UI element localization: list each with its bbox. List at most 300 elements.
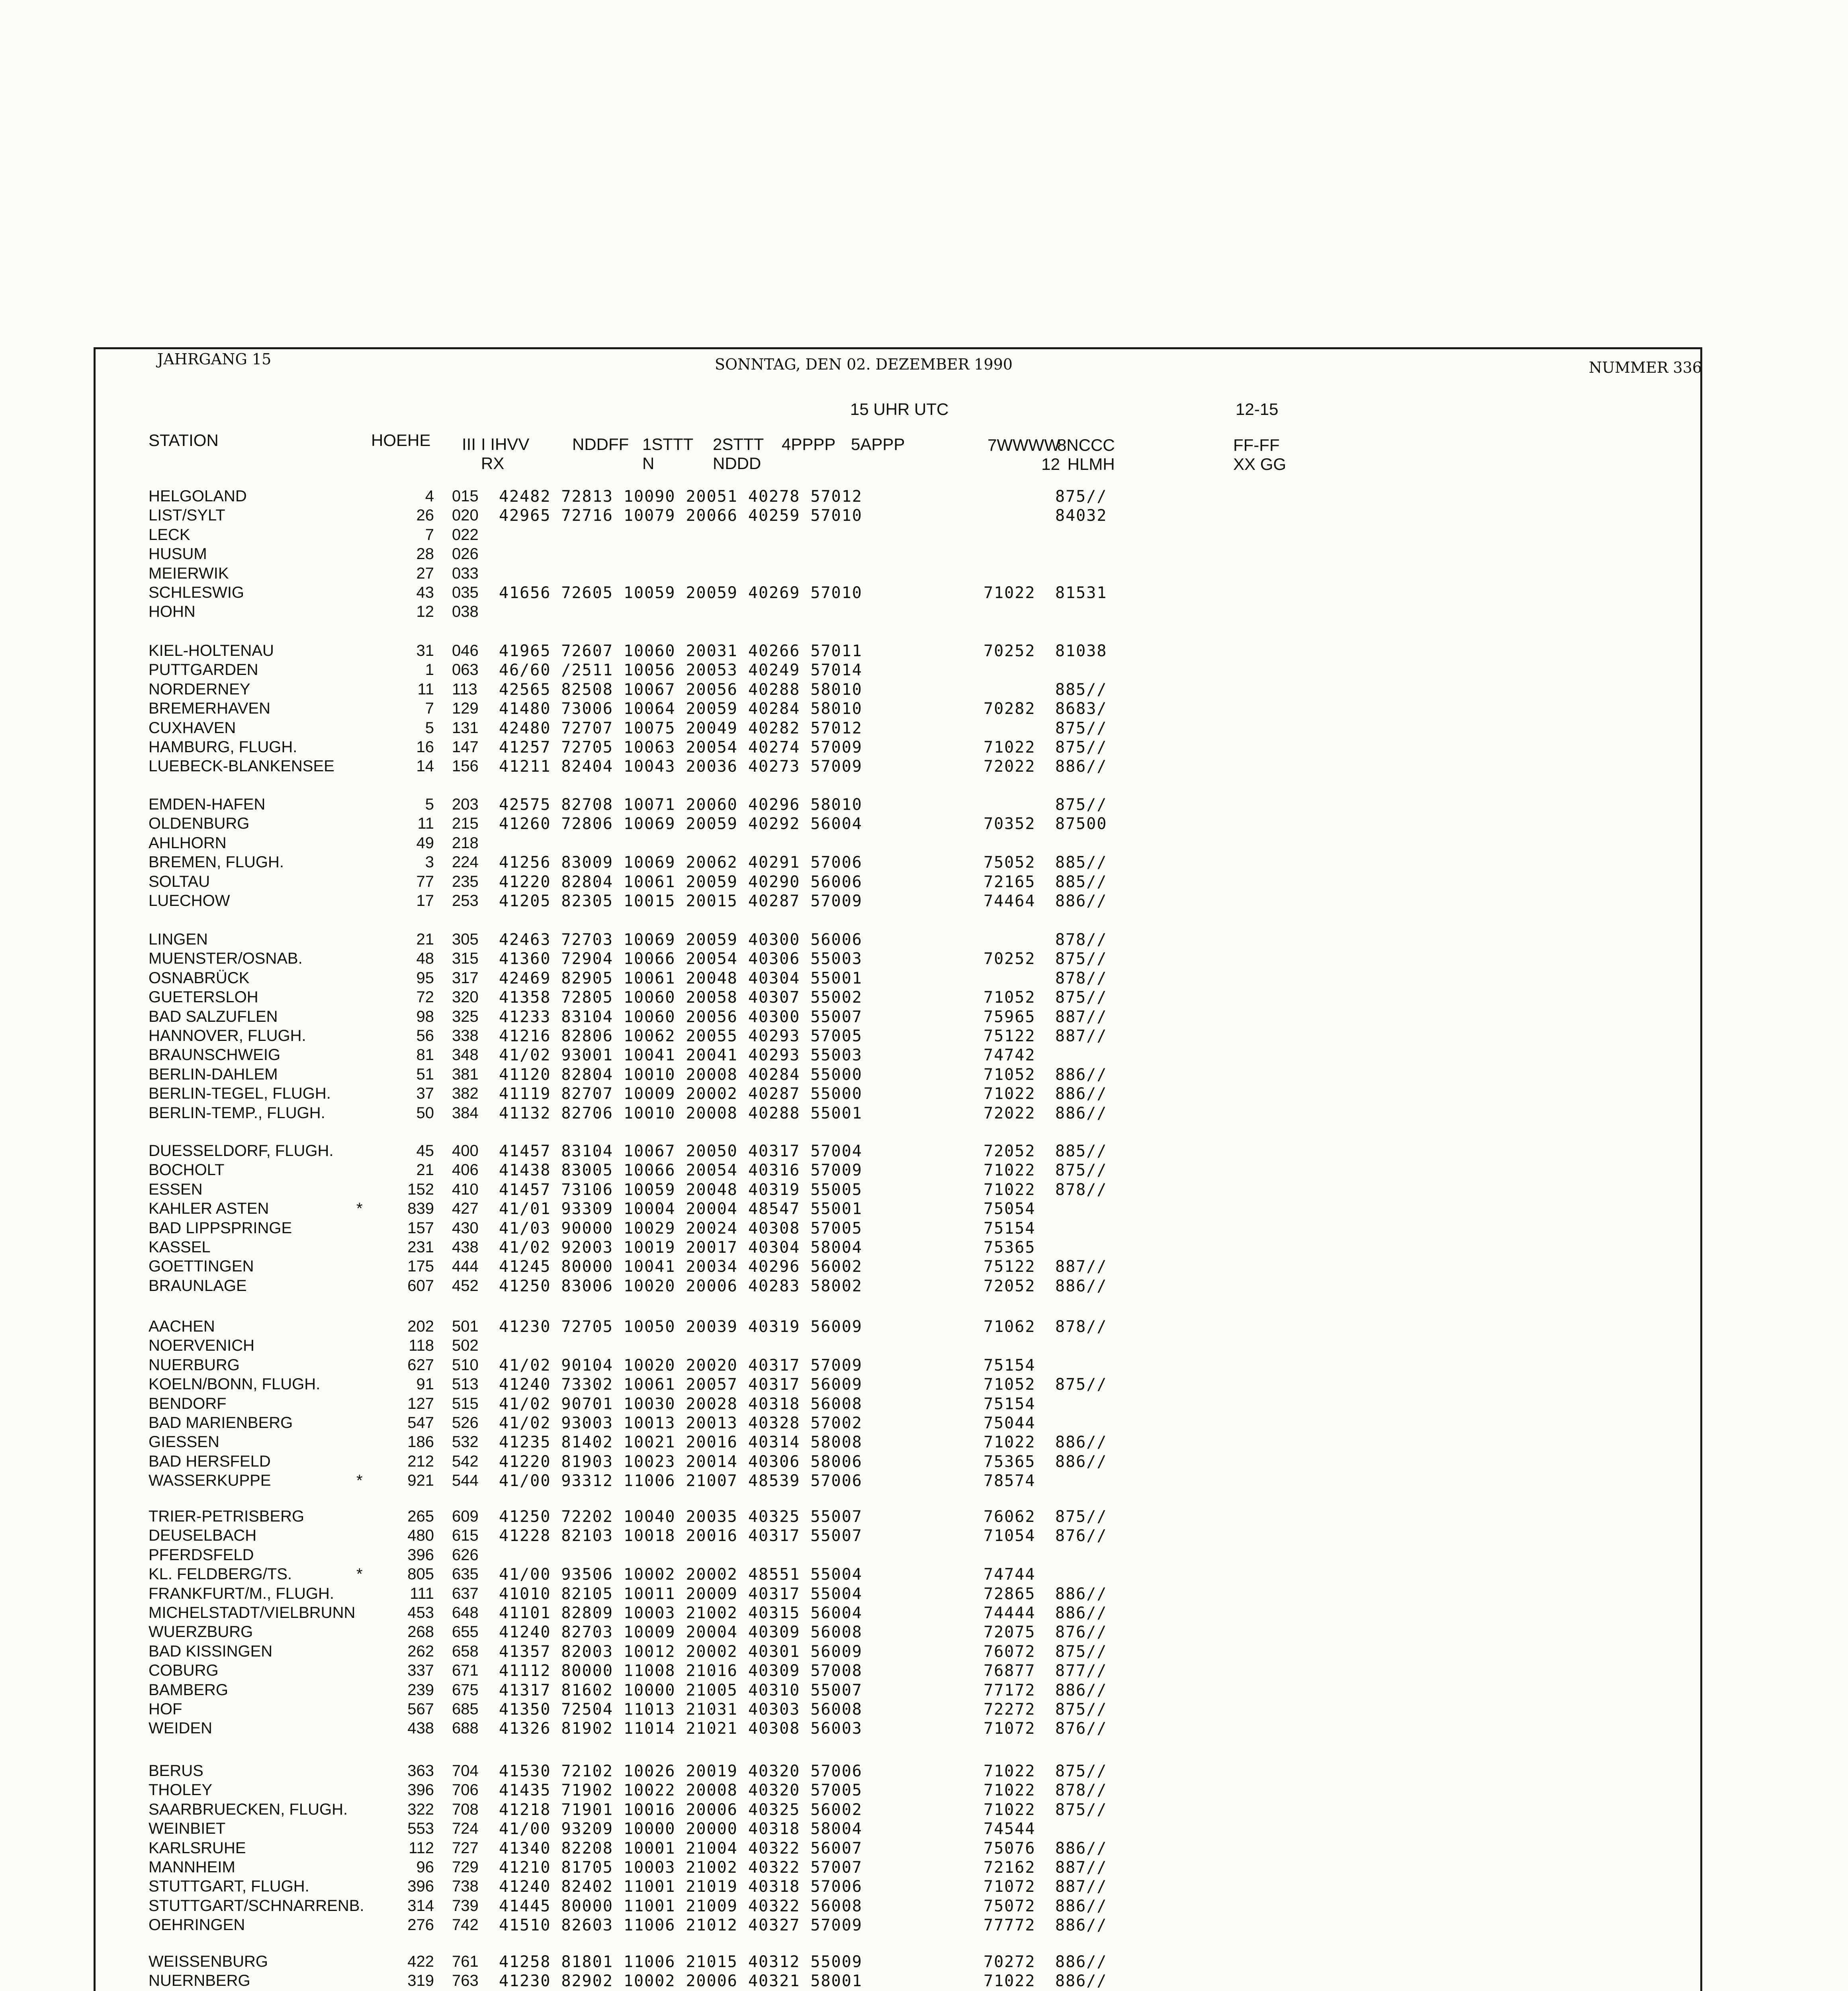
weather-group: 70352 — [984, 815, 1036, 833]
col-g3-line2: N — [642, 454, 655, 473]
col-g8 — [1057, 436, 1115, 474]
station-hoehe: 202 — [407, 1318, 434, 1335]
cloud-group: 886// — [1055, 1585, 1107, 1603]
cloud-group: 887// — [1055, 1858, 1107, 1877]
station-hoehe: 11 — [417, 815, 434, 832]
table-row — [0, 1508, 1848, 1526]
station-index: 742 — [452, 1916, 479, 1934]
station-hoehe: 17 — [416, 892, 434, 909]
table-row — [0, 950, 1848, 968]
synop-groups: 42965 72716 10079 20066 40259 57010 — [499, 507, 862, 525]
cloud-group: 885// — [1055, 873, 1107, 891]
station-index: 218 — [452, 834, 479, 852]
station-hoehe: 921 — [407, 1472, 434, 1489]
cloud-group: 886// — [1055, 1277, 1107, 1295]
station-name: PFERDSFELD — [149, 1546, 254, 1564]
station-hoehe: 91 — [416, 1375, 434, 1393]
cloud-group: 885// — [1055, 681, 1107, 699]
table-row — [0, 1277, 1848, 1296]
station-hoehe: 607 — [407, 1277, 434, 1295]
weather-group: 71022 — [984, 1762, 1036, 1780]
station-hoehe: 96 — [416, 1858, 434, 1876]
station-index: 615 — [452, 1527, 479, 1544]
synop-groups: 41250 83006 10020 20006 40283 58002 — [499, 1277, 862, 1295]
station-name: BERLIN-TEGEL, FLUGH. — [149, 1085, 331, 1102]
station-index: 384 — [452, 1104, 479, 1122]
table-row — [0, 1972, 1848, 1991]
station-hoehe: 4 — [425, 487, 434, 505]
table-row — [0, 507, 1848, 525]
station-index: 658 — [452, 1643, 479, 1660]
synop-groups: 41/02 90701 10030 20028 40318 56008 — [499, 1395, 862, 1413]
table-row — [0, 1395, 1848, 1414]
col-g5: 4PPPP — [782, 435, 836, 454]
station-name: HAMBURG, FLUGH. — [149, 738, 297, 756]
station-index: 131 — [452, 719, 479, 737]
station-name: BREMEN, FLUGH. — [149, 853, 284, 871]
station-index: 675 — [452, 1681, 479, 1699]
station-name: GIESSEN — [149, 1433, 219, 1451]
station-name: WUERZBURG — [149, 1623, 253, 1641]
station-index: 532 — [452, 1433, 479, 1451]
station-name: HOHN — [149, 603, 196, 620]
station-index: 626 — [452, 1546, 479, 1564]
station-name: BRAUNLAGE — [149, 1277, 247, 1295]
station-name: OSNABRÜCK — [149, 969, 250, 987]
station-hoehe: 95 — [416, 969, 434, 987]
station-hoehe: 21 — [416, 1161, 434, 1179]
date-label: SONNTAG, DEN 02. DEZEMBER 1990 — [715, 356, 1013, 373]
station-name: WEISSENBURG — [149, 1953, 268, 1970]
station-hoehe: 422 — [407, 1953, 434, 1970]
station-name: NORDERNEY — [149, 681, 250, 698]
station-hoehe: 567 — [407, 1700, 434, 1718]
table-row — [0, 988, 1848, 1007]
table-row — [0, 1008, 1848, 1027]
station-hoehe: 51 — [416, 1066, 434, 1083]
station-index: 708 — [452, 1801, 479, 1818]
station-hoehe: 396 — [407, 1546, 434, 1564]
cloud-group: 875// — [1055, 988, 1107, 1007]
synop-groups: 41256 83009 10069 20062 40291 57006 — [499, 853, 862, 872]
station-name: WASSERKUPPE — [149, 1472, 271, 1489]
table-row — [0, 1719, 1848, 1738]
station-index: 038 — [452, 603, 479, 620]
table-row — [0, 1046, 1848, 1065]
cloud-group: 875// — [1055, 719, 1107, 737]
station-hoehe: 239 — [407, 1681, 434, 1699]
station-index: 046 — [452, 642, 479, 659]
station-index: 020 — [452, 507, 479, 524]
weather-group: 75365 — [984, 1238, 1036, 1257]
table-row — [0, 1546, 1848, 1565]
weather-group: 71022 — [984, 1161, 1036, 1179]
station-name: TRIER-PETRISBERG — [149, 1508, 305, 1525]
station-index: 147 — [452, 738, 479, 756]
weather-group: 77772 — [984, 1916, 1036, 1934]
station-index: 063 — [452, 661, 479, 679]
table-row — [0, 565, 1848, 583]
station-hoehe: 98 — [416, 1008, 434, 1025]
synop-groups: 41350 72504 11013 21031 40303 56008 — [499, 1700, 862, 1719]
cloud-group: 886// — [1055, 1897, 1107, 1915]
station-hoehe: 7 — [425, 700, 434, 717]
weather-group: 75154 — [984, 1356, 1036, 1375]
col-g6: 5APPP — [851, 435, 905, 454]
table-row — [0, 1662, 1848, 1680]
cloud-group: 875// — [1055, 950, 1107, 968]
col-g3 — [642, 435, 693, 473]
station-name: AHLHORN — [149, 834, 227, 852]
table-row — [0, 603, 1848, 622]
station-index: 502 — [452, 1337, 479, 1354]
synop-groups: 41119 82707 10009 20002 40287 55000 — [499, 1085, 862, 1103]
table-row — [0, 1700, 1848, 1719]
station-index: 671 — [452, 1662, 479, 1679]
cloud-group: 887// — [1055, 1008, 1107, 1026]
station-name: BERLIN-TEMP., FLUGH. — [149, 1104, 325, 1122]
station-index: 763 — [452, 1972, 479, 1989]
station-name: BAD MARIENBERG — [149, 1414, 293, 1432]
station-hoehe: 547 — [407, 1414, 434, 1432]
weather-group: 75052 — [984, 853, 1036, 872]
table-row — [0, 1681, 1848, 1700]
station-index: 544 — [452, 1472, 479, 1489]
weather-group: 75122 — [984, 1258, 1036, 1276]
station-hoehe: 453 — [407, 1604, 434, 1621]
weather-group: 72022 — [984, 757, 1036, 776]
station-hoehe: 805 — [407, 1565, 434, 1583]
station-index: 444 — [452, 1258, 479, 1275]
station-hoehe: 268 — [407, 1623, 434, 1641]
station-name: KASSEL — [149, 1238, 211, 1256]
col-iii: III — [462, 435, 476, 454]
station-name: BAD HERSFELD — [149, 1453, 271, 1470]
station-index: 305 — [452, 931, 479, 948]
station-index: 400 — [452, 1142, 479, 1160]
weather-group: 76072 — [984, 1643, 1036, 1661]
synop-groups: 41112 80000 11008 21016 40309 57008 — [499, 1662, 862, 1680]
station-name: HUSUM — [149, 545, 207, 563]
table-row — [0, 1066, 1848, 1084]
station-hoehe: 152 — [407, 1181, 434, 1198]
station-name: SOLTAU — [149, 873, 210, 890]
synop-groups: 42565 82508 10067 20056 40288 58010 — [499, 681, 862, 699]
station-name: STUTTGART, FLUGH. — [149, 1878, 309, 1895]
weather-group: 75365 — [984, 1453, 1036, 1471]
synop-groups: 41326 81902 11014 21021 40308 56003 — [499, 1719, 862, 1738]
cloud-group: 885// — [1055, 853, 1107, 872]
table-row — [0, 931, 1848, 949]
station-index: 410 — [452, 1181, 479, 1198]
station-hoehe: 127 — [407, 1395, 434, 1412]
cloud-group: 875// — [1055, 1161, 1107, 1179]
synop-groups: 42482 72813 10090 20051 40278 57012 — [499, 487, 862, 506]
table-row — [0, 1643, 1848, 1661]
station-index: 648 — [452, 1604, 479, 1621]
station-name: KOELN/BONN, FLUGH. — [149, 1375, 321, 1393]
volume-label: JAHRGANG 15 — [157, 350, 272, 368]
weather-group: 70252 — [984, 642, 1036, 660]
station-index: 637 — [452, 1585, 479, 1602]
weather-group: 72052 — [984, 1277, 1036, 1295]
station-name: DUESSELDORF, FLUGH. — [149, 1142, 334, 1160]
cloud-group: 886// — [1055, 1104, 1107, 1123]
synop-groups: 41/00 93506 10002 20002 48551 55004 — [499, 1565, 862, 1584]
synop-groups: 41530 72102 10026 20019 40320 57006 — [499, 1762, 862, 1780]
col-g1-line2: RX — [481, 454, 505, 473]
cloud-group: 886// — [1055, 1453, 1107, 1471]
cloud-group: 87500 — [1055, 815, 1107, 833]
synop-groups: 41205 82305 10015 20015 40287 57009 — [499, 892, 862, 910]
station-name: FRANKFURT/M., FLUGH. — [149, 1585, 334, 1602]
table-row — [0, 1472, 1848, 1490]
station-hoehe: 48 — [416, 950, 434, 967]
synop-groups: 42469 82905 10061 20048 40304 55001 — [499, 969, 862, 988]
interval-label: 12-15 — [1236, 400, 1279, 419]
cloud-group: 887// — [1055, 1027, 1107, 1045]
station-hoehe: 1 — [425, 661, 434, 679]
station-name: GUETERSLOH — [149, 988, 258, 1006]
station-name: KL. FELDBERG/TS. — [149, 1565, 292, 1583]
table-row — [0, 1104, 1848, 1123]
weather-group: 75965 — [984, 1008, 1036, 1026]
synop-groups: 41457 73106 10059 20048 40319 55005 — [499, 1181, 862, 1199]
station-name: LUECHOW — [149, 892, 230, 909]
station-name: KIEL-HOLTENAU — [149, 642, 274, 659]
station-index: 215 — [452, 815, 479, 832]
table-row — [0, 1085, 1848, 1103]
station-name: HELGOLAND — [149, 487, 247, 505]
synop-groups: 42463 72703 10069 20059 40300 56006 — [499, 931, 862, 949]
table-row — [0, 1142, 1848, 1161]
table-row — [0, 584, 1848, 602]
synop-groups: 41132 82706 10010 20008 40288 55001 — [499, 1104, 862, 1123]
table-row — [0, 1356, 1848, 1375]
cloud-group: 885// — [1055, 1142, 1107, 1160]
station-hoehe: 262 — [407, 1643, 434, 1660]
station-index: 510 — [452, 1356, 479, 1374]
station-index: 035 — [452, 584, 479, 601]
synop-groups: 41438 83005 10066 20054 40316 57009 — [499, 1161, 862, 1179]
station-hoehe: 56 — [416, 1027, 434, 1044]
synop-groups: 41220 81903 10023 20014 40306 58006 — [499, 1453, 862, 1471]
station-index: 655 — [452, 1623, 479, 1641]
synop-groups: 41357 82003 10012 20002 40301 56009 — [499, 1643, 862, 1661]
station-hoehe: 50 — [416, 1104, 434, 1122]
table-row — [0, 681, 1848, 699]
weather-group: 70282 — [984, 700, 1036, 718]
weather-group: 78574 — [984, 1472, 1036, 1490]
weather-group: 75154 — [984, 1395, 1036, 1413]
table-row — [0, 738, 1848, 757]
station-name: LIST/SYLT — [149, 507, 225, 524]
station-name: HANNOVER, FLUGH. — [149, 1027, 306, 1044]
weather-group: 71052 — [984, 1066, 1036, 1084]
station-name: BAD LIPPSPRINGE — [149, 1219, 292, 1237]
weather-group: 70272 — [984, 1953, 1036, 1971]
station-name: LINGEN — [149, 931, 208, 948]
issue-number: NUMMER 336 — [1589, 359, 1702, 376]
station-name: PUTTGARDEN — [149, 661, 258, 679]
table-row — [0, 1585, 1848, 1604]
col-g7 — [988, 436, 1060, 474]
synop-groups: 41220 82804 10061 20059 40290 56006 — [499, 873, 862, 891]
table-row — [0, 1219, 1848, 1238]
station-index: 761 — [452, 1953, 479, 1970]
station-name: OLDENBURG — [149, 815, 250, 832]
synop-groups: 41/00 93312 11006 21007 48539 57006 — [499, 1472, 862, 1490]
cloud-group: 886// — [1055, 1839, 1107, 1858]
table-row — [0, 1839, 1848, 1858]
station-name: BREMERHAVEN — [149, 700, 270, 717]
station-hoehe: 314 — [407, 1897, 434, 1915]
weather-group: 71022 — [984, 738, 1036, 757]
cloud-group: 878// — [1055, 931, 1107, 949]
table-row — [0, 1414, 1848, 1433]
synop-groups: 41257 72705 10063 20054 40274 57009 — [499, 738, 862, 757]
synop-groups: 41240 73302 10061 20057 40317 56009 — [499, 1375, 862, 1394]
weather-group: 72075 — [984, 1623, 1036, 1641]
cloud-group: 886// — [1055, 1972, 1107, 1990]
synop-groups: 41/02 92003 10019 20017 40304 58004 — [499, 1238, 862, 1257]
station-name: STUTTGART/SCHNARRENB. — [149, 1897, 364, 1915]
table-row — [0, 1318, 1848, 1336]
synop-groups: 46/60 /2511 10056 20053 40249 57014 — [499, 661, 862, 679]
station-name: NUERBURG — [149, 1356, 240, 1374]
station-index: 348 — [452, 1046, 479, 1064]
weather-group: 70252 — [984, 950, 1036, 968]
station-name: BAMBERG — [149, 1681, 229, 1699]
weather-group: 74444 — [984, 1604, 1036, 1622]
cloud-group: 878// — [1055, 1781, 1107, 1799]
synop-groups: 41317 81602 10000 21005 40310 55007 — [499, 1681, 862, 1700]
table-row — [0, 526, 1848, 545]
cloud-group: 886// — [1055, 1085, 1107, 1103]
weather-group: 75076 — [984, 1839, 1036, 1858]
cloud-group: 875// — [1055, 1700, 1107, 1719]
table-row — [0, 642, 1848, 661]
station-index: 203 — [452, 796, 479, 813]
station-hoehe: 81 — [416, 1046, 434, 1064]
cloud-group: 878// — [1055, 969, 1107, 988]
station-name: HOF — [149, 1700, 182, 1718]
station-index: 542 — [452, 1453, 479, 1470]
col-g4-line2: NDDD — [713, 454, 761, 473]
station-name: MEIERWIK — [149, 565, 229, 582]
station-name: GOETTINGEN — [149, 1258, 254, 1275]
station-hoehe: 14 — [416, 757, 434, 775]
synop-groups: 41216 82806 10062 20055 40293 57005 — [499, 1027, 862, 1045]
cloud-group: 878// — [1055, 1181, 1107, 1199]
station-hoehe: 212 — [407, 1453, 434, 1470]
station-name: EMDEN-HAFEN — [149, 796, 266, 813]
col-g1 — [481, 435, 529, 473]
table-row — [0, 1238, 1848, 1257]
cloud-group: 876// — [1055, 1623, 1107, 1641]
cloud-group: 886// — [1055, 1681, 1107, 1700]
mountain-marker: * — [356, 1472, 363, 1489]
station-hoehe: 438 — [407, 1719, 434, 1737]
station-hoehe: 480 — [407, 1527, 434, 1544]
mountain-marker: * — [356, 1565, 363, 1583]
weather-group: 71022 — [984, 1972, 1036, 1990]
synop-groups: 41445 80000 11001 21009 40322 56008 — [499, 1897, 862, 1915]
cloud-group: 84032 — [1055, 507, 1107, 525]
station-hoehe: 77 — [416, 873, 434, 890]
weather-group: 71022 — [984, 1181, 1036, 1199]
synop-groups: 41435 71902 10022 20008 40320 57005 — [499, 1781, 862, 1799]
weather-group: 72022 — [984, 1104, 1036, 1123]
weather-group: 71022 — [984, 1801, 1036, 1819]
synop-groups: 41210 81705 10003 21002 40322 57007 — [499, 1858, 862, 1877]
station-hoehe: 396 — [407, 1878, 434, 1895]
synop-groups: 41358 72805 10060 20058 40307 55002 — [499, 988, 862, 1007]
station-name: KAHLER ASTEN — [149, 1200, 269, 1217]
col-hoehe: HOEHE — [371, 431, 431, 450]
station-hoehe: 553 — [407, 1820, 434, 1837]
cloud-group: 887// — [1055, 1258, 1107, 1276]
synop-groups: 41230 72705 10050 20039 40319 56009 — [499, 1318, 862, 1336]
station-index: 325 — [452, 1008, 479, 1025]
weather-group: 74464 — [984, 892, 1036, 910]
station-hoehe: 21 — [416, 931, 434, 948]
station-index: 113 — [452, 681, 477, 698]
cloud-group: 81038 — [1055, 642, 1107, 660]
synop-groups: 41233 83104 10060 20056 40300 55007 — [499, 1008, 862, 1026]
table-row — [0, 853, 1848, 872]
cloud-group: 81531 — [1055, 584, 1107, 602]
station-index: 317 — [452, 969, 479, 987]
station-name: NOERVENICH — [149, 1337, 254, 1354]
station-index: 235 — [452, 873, 479, 890]
table-row — [0, 1161, 1848, 1180]
col-station: STATION — [149, 431, 219, 450]
station-name: WEINBIET — [149, 1820, 226, 1837]
station-hoehe: 322 — [407, 1801, 434, 1818]
station-name: COBURG — [149, 1662, 219, 1679]
table-row — [0, 834, 1848, 853]
synop-groups: 41480 73006 10064 20059 40284 58010 — [499, 700, 862, 718]
station-index: 320 — [452, 988, 479, 1006]
station-hoehe: 157 — [407, 1219, 434, 1237]
cloud-group: 886// — [1055, 1916, 1107, 1934]
table-row — [0, 1623, 1848, 1642]
station-hoehe: 265 — [407, 1508, 434, 1525]
table-row — [0, 1527, 1848, 1545]
station-index: 685 — [452, 1700, 479, 1718]
table-row — [0, 757, 1848, 776]
station-hoehe: 118 — [409, 1337, 434, 1354]
station-index: 609 — [452, 1508, 479, 1525]
cloud-group: 875// — [1055, 1375, 1107, 1394]
cloud-group: 886// — [1055, 757, 1107, 776]
col-g7-line2: 12 — [1041, 455, 1060, 473]
station-hoehe: 31 — [416, 642, 434, 659]
cloud-group: 875// — [1055, 487, 1107, 506]
station-name: OEHRINGEN — [149, 1916, 245, 1934]
table-row — [0, 1781, 1848, 1800]
synop-groups: 42575 82708 10071 20060 40296 58010 — [499, 796, 862, 814]
station-index: 315 — [452, 950, 479, 967]
station-index: 738 — [452, 1878, 479, 1895]
synop-groups: 41245 80000 10041 20034 40296 56002 — [499, 1258, 862, 1276]
synop-groups: 41/01 93309 10004 20004 48547 55001 — [499, 1200, 862, 1218]
synop-groups: 41211 82404 10043 20036 40273 57009 — [499, 757, 862, 776]
station-index: 224 — [452, 853, 479, 871]
station-name: MUENSTER/OSNAB. — [149, 950, 303, 967]
cloud-group: 876// — [1055, 1527, 1107, 1545]
